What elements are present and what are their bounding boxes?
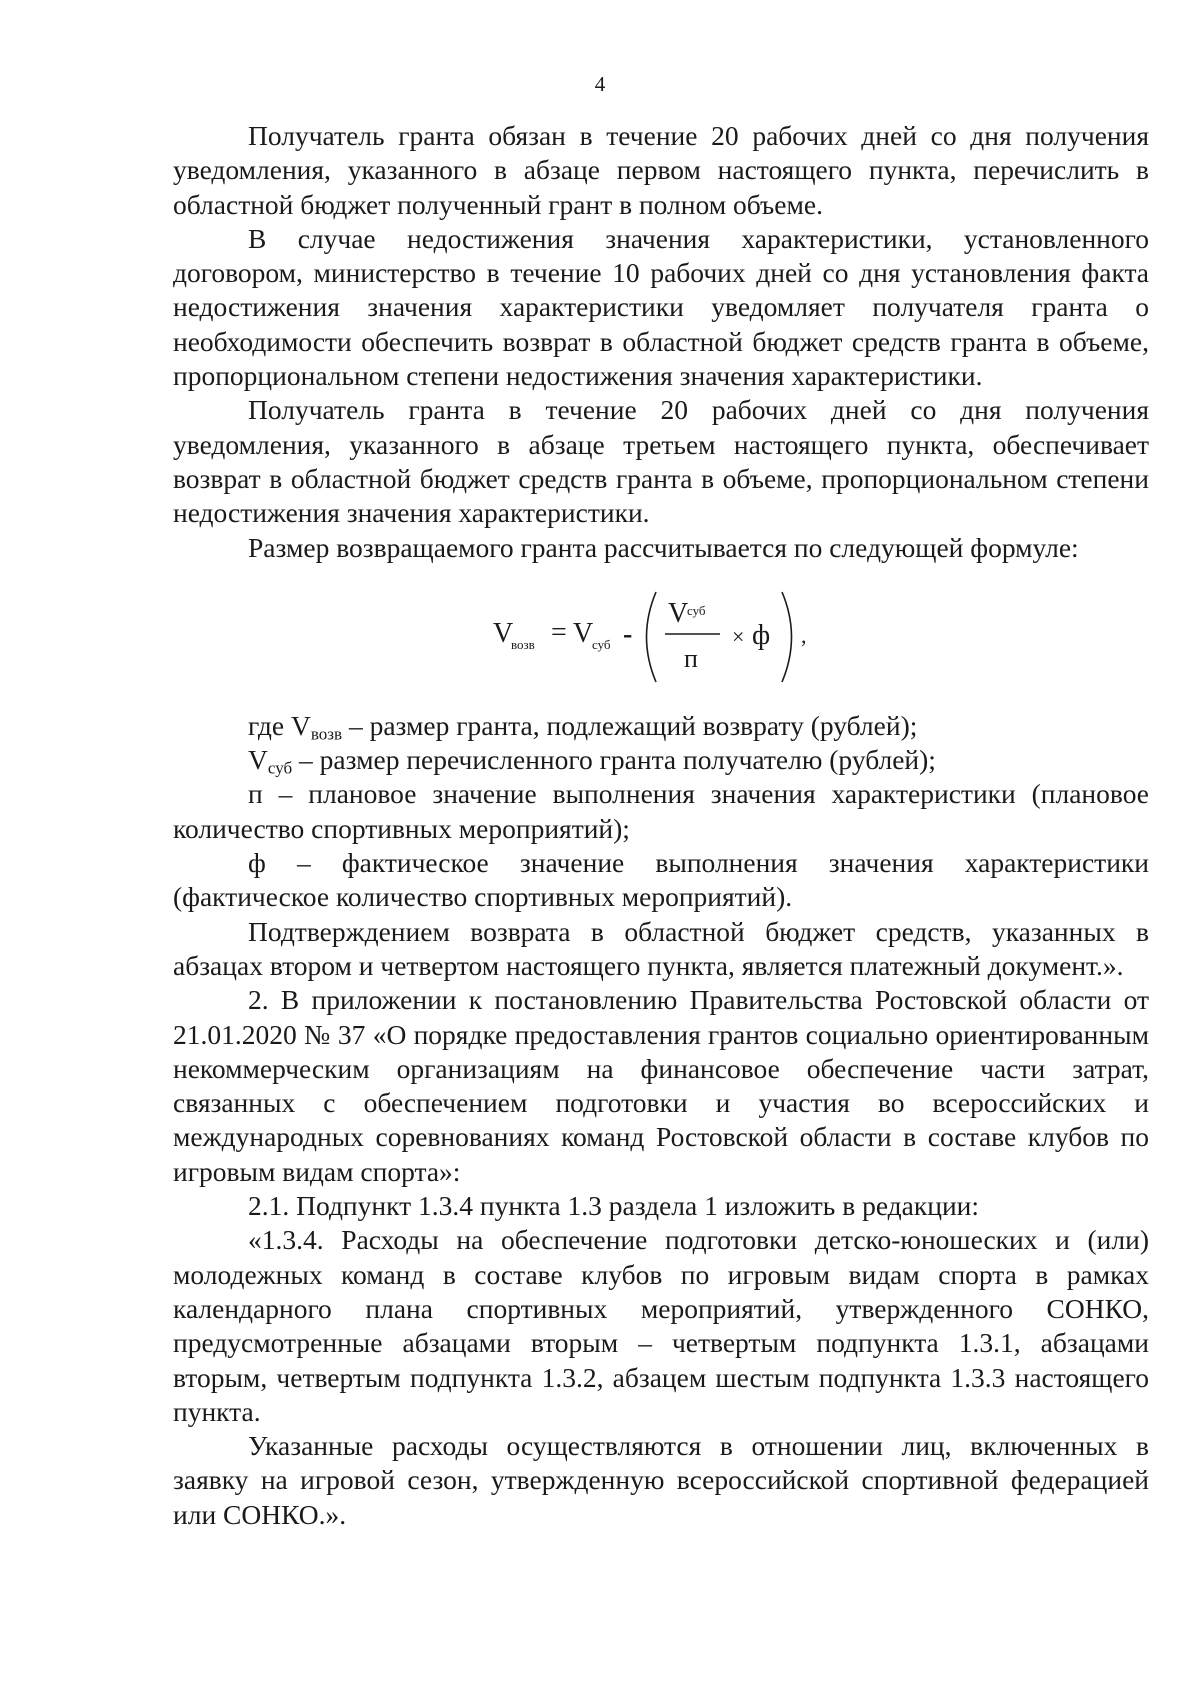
formula-times: × [732, 623, 745, 649]
formula-trailing-comma: , [801, 622, 807, 648]
paragraph: В случае недостижения значения характеристики, установленного договором, министерство в течение 10 рабочих дней со дня установления факта недостижения значения характеристики уведомляет получателя гранта о необходимости обеспечить возврат в областной бюджет средств гранта в объеме, пропорциональном степени недостижения значения характеристики. [173, 222, 1149, 392]
formula-equals: = [551, 616, 567, 648]
paragraph: Размер возвращаемого гранта рассчитывается по следующей формуле: [248, 531, 1079, 563]
formula-lhs-symbol: V [493, 617, 514, 649]
formula-frac-den: п [684, 643, 698, 673]
paragraph: 2.1. Подпункт 1.3.4 пункта 1.3 раздела 1 изложить в редакции: [248, 1190, 980, 1222]
formula-v-symbol: V [573, 617, 594, 649]
definition-vvozv: где $V_{возв}$ – размер гранта, подлежащий возврату (рублей); [248, 709, 918, 744]
formula [173, 575, 1149, 695]
formula-phi: ф [752, 619, 771, 651]
document-body [173, 119, 1149, 1532]
paragraph: 2. В приложении к постановлению Правительства Ростовской области от 21.01.2020 № 37 «О порядке предоставления грантов социально ориентированным некоммерческим организациям на финансовое обеспечение части затрат, связанных с обеспечением подготовки и участия во всероссийских и международных соревнованиях команд Ростовской области в составе клубов по игровым видам спорта»: [173, 984, 1149, 1187]
paragraph: Указанные расходы осуществляются в отношении лиц, включенных в заявку на игровой сезон, утвержденную всероссийской спортивной федерацией или СОНКО.». [173, 1430, 1149, 1530]
paragraph: Получатель гранта в течение 20 рабочих дней со дня получения уведомления, указанного в абзаце третьем настоящего пункта, обеспечивает возврат в областной бюджет средств гранта в объеме, пропорциональном степени недостижения значения характеристики. [173, 394, 1149, 529]
formula-v-sub: суб [592, 636, 611, 652]
definition-vsub: $V_{суб}$ – размер перечисленного гранта получателю (рублей); [248, 744, 936, 778]
definition-p: п – плановое значение выполнения значения характеристики (плановое количество спортивных мероприятий); [173, 778, 1149, 844]
formula-left-paren [647, 592, 657, 682]
formula-frac-num-symbol: V [668, 597, 689, 629]
paragraph: Подтверждением возврата в областной бюджет средств, указанных в абзацах втором и четвертом настоящего пункта, является платежный документ.». [173, 915, 1149, 981]
formula-right-paren [782, 592, 792, 682]
formula-lhs-sub: возв [511, 636, 535, 652]
paragraph: «1.3.4. Расходы на обеспечение подготовки детско-юношеских и (или) молодежных команд в составе клубов по игровым видам спорта в рамках календарного плана спортивных мероприятий, утвержденного СОНКО, предусмотренные абзацами вторым – четвертым подпункта 1.3.1, абзацами вторым, четвертым подпункта 1.3.2, абзацем шестым подпункта 1.3.3 настоящего пункта. [173, 1224, 1149, 1427]
formula-frac-num-sub: суб [687, 602, 706, 618]
page-number: 4 [594, 72, 606, 96]
formula-graphic [493, 575, 853, 695]
formula-minus: - [623, 618, 633, 650]
definition-phi: ф – фактическое значение выполнения значения характеристики (фактическое количество спортивных мероприятий). [173, 847, 1149, 913]
paragraph: Получатель гранта обязан в течение 20 рабочих дней со дня получения уведомления, указанного в абзаце первом настоящего пункта, перечислить в областной бюджет полученный грант в полном объеме. [173, 120, 1149, 220]
